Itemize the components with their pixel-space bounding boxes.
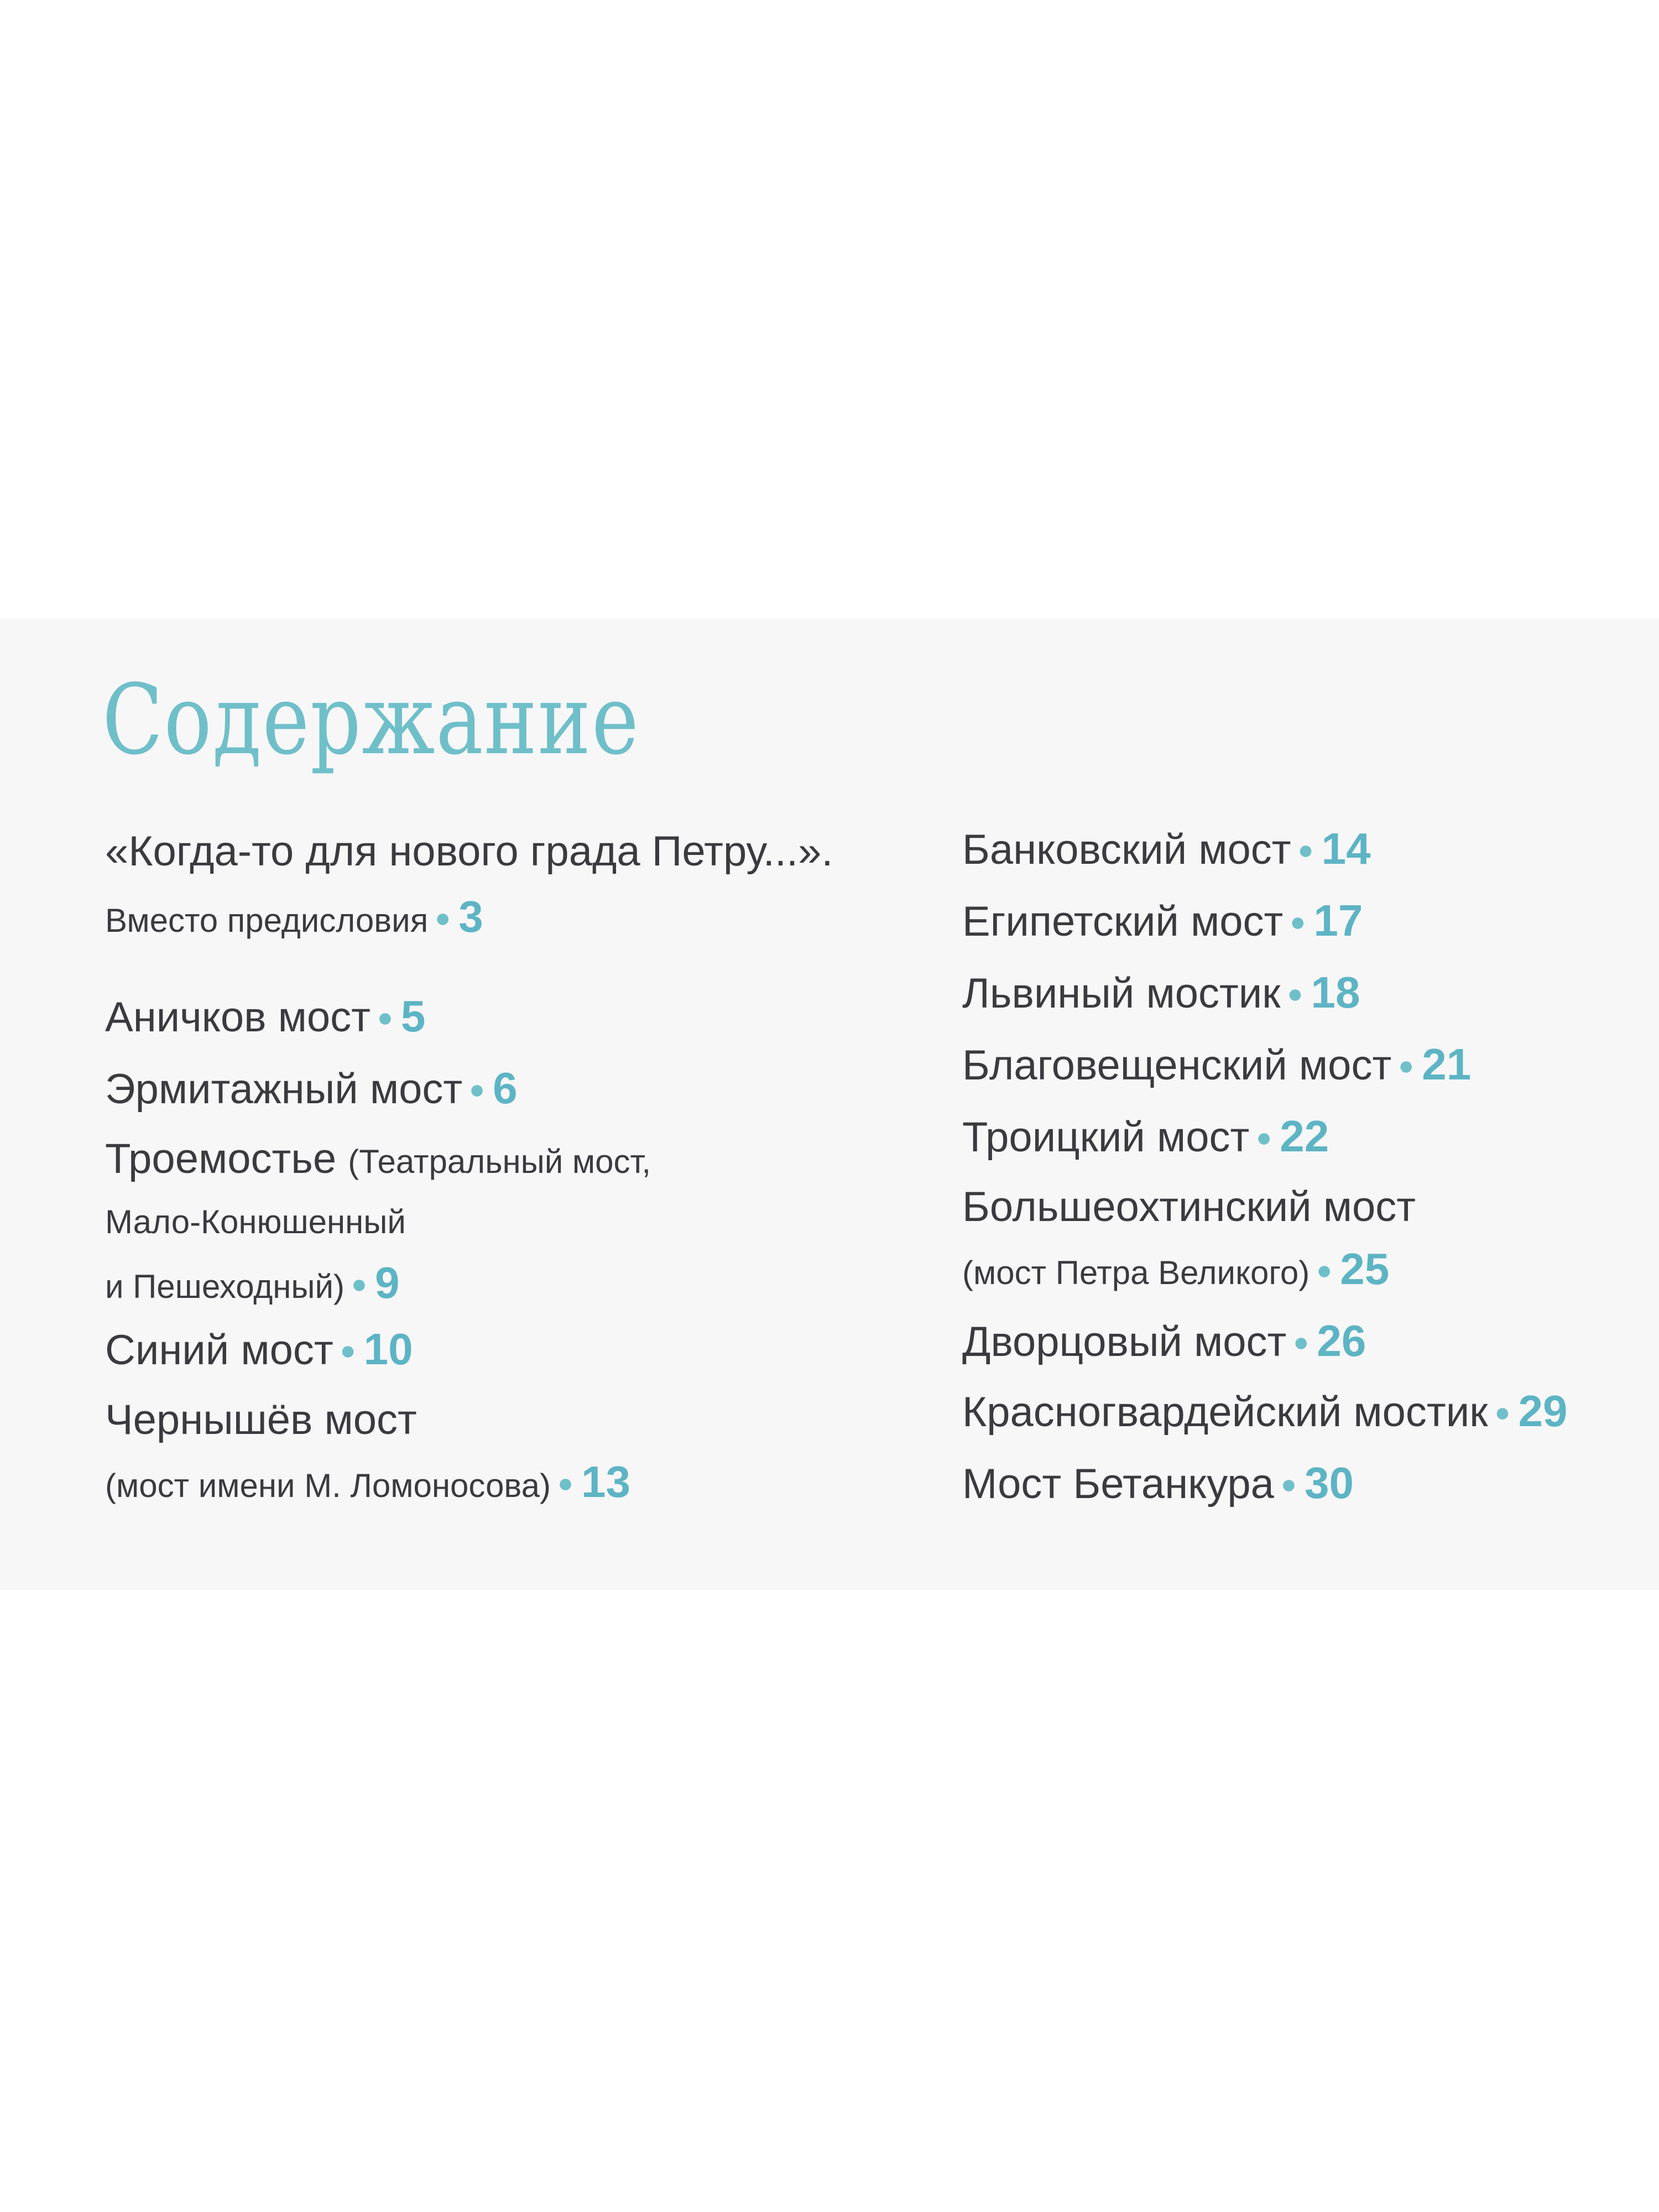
toc-page-number: 18: [1311, 968, 1360, 1017]
toc-entry: [962, 1458, 1354, 1507]
toc-entry: [962, 1316, 1366, 1365]
bullet-icon: ●: [1287, 979, 1303, 1009]
toc-page-number: 14: [1321, 824, 1371, 873]
toc-entry-subline: [105, 1203, 406, 1240]
toc-entry-subtitle: (мост Петра Великого): [962, 1254, 1310, 1291]
toc-entry-title: Красногвардейский мостик: [962, 1389, 1488, 1436]
bullet-icon: ●: [1256, 1123, 1272, 1152]
toc-entry-subtitle: и Пешеходный): [105, 1268, 345, 1305]
toc-entry-title: Большеохтинский мост: [962, 1183, 1416, 1230]
toc-entry-subtitle: (Театральный мост,: [348, 1143, 651, 1180]
toc-page-number: 3: [458, 892, 483, 941]
toc-entry-title: Аничков мост: [105, 994, 371, 1041]
toc-entry-subline: [105, 1457, 630, 1506]
toc-entry: [105, 994, 425, 1039]
bullet-icon: ●: [1316, 1255, 1333, 1285]
toc-page-number: 6: [493, 1063, 518, 1113]
toc-entry-title: Львиный мостик: [962, 970, 1281, 1017]
toc-entry-title: Эрмитажный мост: [105, 1066, 463, 1113]
toc-entry-title: Дворцовый мост: [962, 1318, 1287, 1365]
toc-entry-title: Троемостье: [105, 1135, 337, 1182]
bullet-icon: ●: [1398, 1051, 1415, 1081]
toc-page-number: 9: [375, 1258, 400, 1307]
toc-page-number: 26: [1317, 1316, 1366, 1365]
toc-entry-title: Благовещенский мост: [962, 1042, 1392, 1089]
toc-entry-title: Чернышёв мост: [105, 1396, 417, 1443]
toc-entry-intro-subtitle: Вместо предисловия: [105, 902, 429, 939]
bullet-icon: ●: [469, 1074, 486, 1104]
toc-entry-title: Троицкий мост: [962, 1114, 1250, 1161]
toc-entry: [962, 968, 1360, 1017]
bullet-icon: ●: [351, 1269, 368, 1299]
bullet-icon: ●: [1290, 907, 1306, 937]
toc-entry-subline: [962, 1244, 1390, 1293]
page-title: Содержание: [102, 664, 640, 776]
toc-page-number: 29: [1518, 1386, 1568, 1436]
toc-entry: [962, 1183, 1416, 1230]
toc-entry: [962, 896, 1363, 945]
toc-entry-title: Египетский мост: [962, 898, 1284, 945]
toc-entry-title: Синий мост: [105, 1327, 333, 1374]
toc-page-number: 21: [1422, 1040, 1472, 1089]
toc-entry-intro: [105, 828, 833, 875]
toc-entry: [105, 1396, 417, 1443]
toc-entry-title: Банковский мост: [962, 826, 1291, 873]
toc-page-number: 22: [1280, 1112, 1329, 1161]
toc-entry: [105, 1063, 518, 1113]
bullet-icon: ●: [1297, 835, 1314, 865]
toc-page-number: 13: [581, 1457, 630, 1506]
bullet-icon: ●: [1293, 1327, 1310, 1357]
toc-entry: [962, 1042, 1471, 1087]
toc-page-number: 30: [1304, 1458, 1354, 1507]
bullet-icon: ●: [377, 1003, 393, 1032]
bullet-icon: ●: [1280, 1469, 1297, 1499]
toc-entry: [105, 1324, 413, 1374]
toc-entry-intro-subline: [105, 892, 483, 941]
toc-entry-subline: [105, 1258, 400, 1307]
toc-page-number: 25: [1340, 1244, 1390, 1293]
toc-entry: [962, 1386, 1568, 1436]
toc-page-number: 17: [1313, 896, 1363, 945]
bullet-icon: ●: [1494, 1397, 1511, 1427]
toc-page-number: 5: [400, 992, 426, 1041]
toc-entry-subtitle: (мост имени М. Ломоносова): [105, 1467, 551, 1504]
toc-entry-subtitle: Мало-Конюшенный: [105, 1203, 406, 1240]
toc-page-number: 10: [363, 1324, 413, 1374]
toc-entry-intro-title: «Когда-то для нового града Петру...».: [105, 828, 833, 875]
bullet-icon: ●: [340, 1335, 356, 1365]
toc-entry: [962, 1114, 1329, 1159]
toc-entry: [962, 824, 1371, 873]
toc-entry-title: Мост Бетанкура: [962, 1460, 1274, 1507]
toc-entry: [105, 1135, 651, 1182]
bullet-icon: ●: [435, 903, 451, 933]
bullet-icon: ●: [557, 1468, 573, 1498]
